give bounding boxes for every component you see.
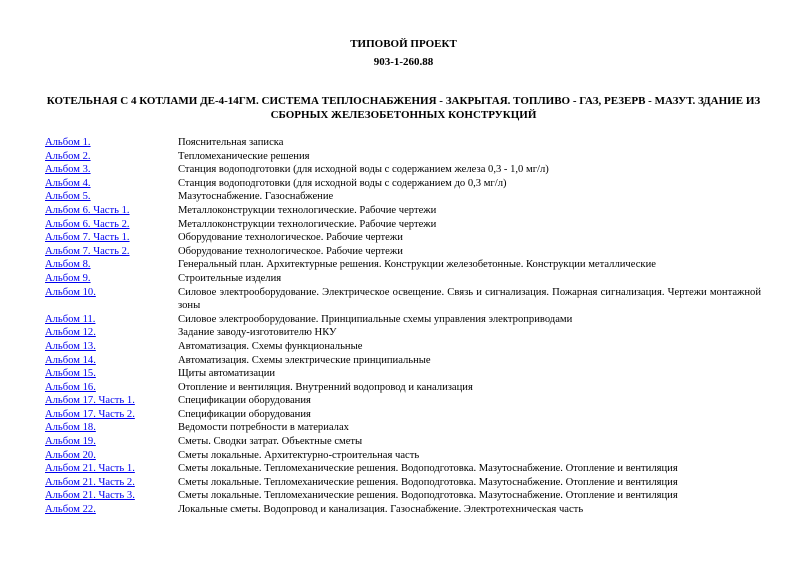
album-row [45, 163, 761, 177]
album-link[interactable]: Альбом 8. [45, 259, 91, 271]
album-row [45, 204, 761, 218]
album-link-cell [45, 421, 178, 435]
album-row [45, 367, 761, 381]
album-link[interactable]: Альбом 10. [45, 286, 96, 298]
album-row [45, 326, 761, 340]
album-description: Пояснительная записка [178, 137, 284, 148]
album-description: Силовое электрооборудование. Электрическое освещение. Связь и сигнализация. Пожарная сигнализация. Чертежи монтажной зоны [178, 286, 761, 312]
album-link[interactable]: Альбом 6. Часть 2. [45, 218, 130, 230]
album-description: Сметы. Сводки затрат. Объектные сметы [178, 436, 363, 448]
album-link-cell [45, 204, 178, 218]
album-link-cell [45, 190, 178, 204]
album-link[interactable]: Альбом 5. [45, 191, 91, 203]
album-row [45, 408, 761, 422]
album-link-cell [45, 218, 178, 232]
album-link-cell [45, 449, 178, 463]
album-row [45, 177, 761, 191]
album-link-cell [45, 435, 178, 449]
album-link-cell [45, 231, 178, 245]
album-row [45, 381, 761, 395]
album-link-cell [45, 367, 178, 381]
album-link-cell [45, 245, 178, 259]
album-description: Генеральный план. Архитектурные решения. Конструкции железобетонные. Конструкции металлические [178, 259, 656, 271]
album-row [45, 489, 761, 503]
album-link-cell [45, 163, 178, 177]
album-row [45, 313, 761, 327]
album-link-cell [45, 489, 178, 503]
album-link[interactable]: Альбом 13. [45, 340, 96, 352]
album-description: Силовое электрооборудование. Принципиальные схемы управления электроприводами [178, 313, 573, 325]
album-description: Металлоконструкции технологические. Рабочие чертежи [178, 204, 437, 216]
project-subtitle: КОТЕЛЬНАЯ С 4 КОТЛАМИ ДЕ-4-14ГМ. СИСТЕМА ТЕПЛОСНАБЖЕНИЯ - ЗАКРЫТАЯ. ТОПЛИВО - ГАЗ, РЕЗЕРВ - МАЗУТ. ЗДАНИЕ ИЗ СБОРНЫХ ЖЕЛЕЗОБЕТОННЫХ КОНСТРУКЦИЙ [46, 95, 761, 121]
album-link[interactable]: Альбом 7. Часть 1. [45, 232, 130, 244]
album-row [45, 462, 761, 476]
album-link-cell [45, 286, 178, 313]
album-row [45, 354, 761, 368]
album-link[interactable]: Альбом 15. [45, 368, 96, 380]
document-title: ТИПОВОЙ ПРОЕКТ [350, 38, 457, 50]
album-description: Мазутоснабжение. Газоснабжение [178, 191, 334, 203]
album-link[interactable]: Альбом 6. Часть 1. [45, 204, 130, 216]
album-link[interactable]: Альбом 11. [45, 313, 96, 325]
album-link[interactable]: Альбом 22. [45, 504, 96, 516]
album-link-cell [45, 326, 178, 340]
album-description: Станция водоподготовки (для исходной воды с содержанием железа 0,3 - 1,0 мг/л) [178, 164, 549, 176]
album-row [45, 245, 761, 259]
album-row [45, 476, 761, 490]
album-row [45, 150, 761, 164]
album-link[interactable]: Альбом 17. Часть 2. [45, 408, 135, 420]
album-link[interactable]: Альбом 16. [45, 381, 96, 393]
album-link-cell [45, 136, 178, 150]
album-link[interactable]: Альбом 1. [45, 137, 91, 148]
album-link[interactable]: Альбом 14. [45, 354, 96, 366]
project-code: 903-1-260.88 [373, 56, 434, 68]
album-description: Щиты автоматизации [178, 368, 276, 380]
album-link-cell [45, 313, 178, 327]
album-description: Спецификации оборудования [178, 408, 311, 420]
album-link[interactable]: Альбом 2. [45, 150, 91, 162]
album-link-cell [45, 177, 178, 191]
album-description: Металлоконструкции технологические. Рабочие чертежи [178, 218, 437, 230]
album-link-cell [45, 354, 178, 368]
album-link-cell [45, 258, 178, 272]
album-link[interactable]: Альбом 3. [45, 164, 91, 176]
album-link[interactable]: Альбом 21. Часть 1. [45, 463, 135, 475]
album-description: Оборудование технологическое. Рабочие чертежи [178, 245, 403, 257]
album-description: Строительные изделия [178, 272, 282, 284]
album-description: Сметы локальные. Тепломеханические решения. Водоподготовка. Мазутоснабжение. Отопление и вентиляция [178, 476, 678, 488]
album-link[interactable]: Альбом 17. Часть 1. [45, 395, 135, 407]
album-row [45, 231, 761, 245]
album-link-cell [45, 503, 178, 517]
album-row [45, 272, 761, 286]
album-link[interactable]: Альбом 7. Часть 2. [45, 245, 130, 257]
album-link-cell [45, 408, 178, 422]
albums-table [45, 136, 761, 517]
album-link[interactable]: Альбом 4. [45, 177, 91, 189]
album-link[interactable]: Альбом 20. [45, 449, 96, 461]
album-link-cell [45, 340, 178, 354]
album-link-cell [45, 272, 178, 286]
album-row [45, 286, 761, 313]
album-description: Автоматизация. Схемы электрические принципиальные [178, 354, 431, 366]
album-description: Автоматизация. Схемы функциональные [178, 340, 363, 352]
album-description: Сметы локальные. Тепломеханические решения. Водоподготовка. Мазутоснабжение. Отопление и вентиляция [178, 463, 678, 475]
album-row [45, 136, 761, 150]
album-description: Ведомости потребности в материалах [178, 422, 349, 434]
album-link[interactable]: Альбом 21. Часть 2. [45, 476, 135, 488]
album-link-cell [45, 394, 178, 408]
album-link[interactable]: Альбом 9. [45, 272, 91, 284]
album-link-cell [45, 381, 178, 395]
album-description: Локальные сметы. Водопровод и канализация. Газоснабжение. Электротехническая часть [178, 504, 584, 516]
album-link[interactable]: Альбом 21. Часть 3. [45, 490, 135, 502]
album-row [45, 503, 761, 517]
album-row [45, 218, 761, 232]
album-row [45, 394, 761, 408]
album-row [45, 340, 761, 354]
album-row [45, 190, 761, 204]
album-row [45, 449, 761, 463]
album-description: Отопление и вентиляция. Внутренний водопровод и канализация [178, 381, 473, 393]
album-description: Тепломеханические решения [178, 150, 310, 162]
album-description: Спецификации оборудования [178, 395, 311, 407]
album-row [45, 421, 761, 435]
album-description: Оборудование технологическое. Рабочие чертежи [178, 232, 403, 244]
album-row [45, 435, 761, 449]
album-description: Задание заводу-изготовителю НКУ [178, 327, 337, 339]
album-link[interactable]: Альбом 12. [45, 327, 96, 339]
album-description: Сметы локальные. Тепломеханические решения. Водоподготовка. Мазутоснабжение. Отопление и вентиляция [178, 490, 678, 502]
album-link[interactable]: Альбом 19. [45, 436, 96, 448]
album-link-cell [45, 462, 178, 476]
album-link-cell [45, 150, 178, 164]
album-row [45, 258, 761, 272]
album-link-cell [45, 476, 178, 490]
album-description: Сметы локальные. Архитектурно-строительная часть [178, 449, 420, 461]
album-description: Станция водоподготовки (для исходной воды с содержанием до 0,3 мг/л) [178, 177, 507, 189]
album-link[interactable]: Альбом 18. [45, 422, 96, 434]
